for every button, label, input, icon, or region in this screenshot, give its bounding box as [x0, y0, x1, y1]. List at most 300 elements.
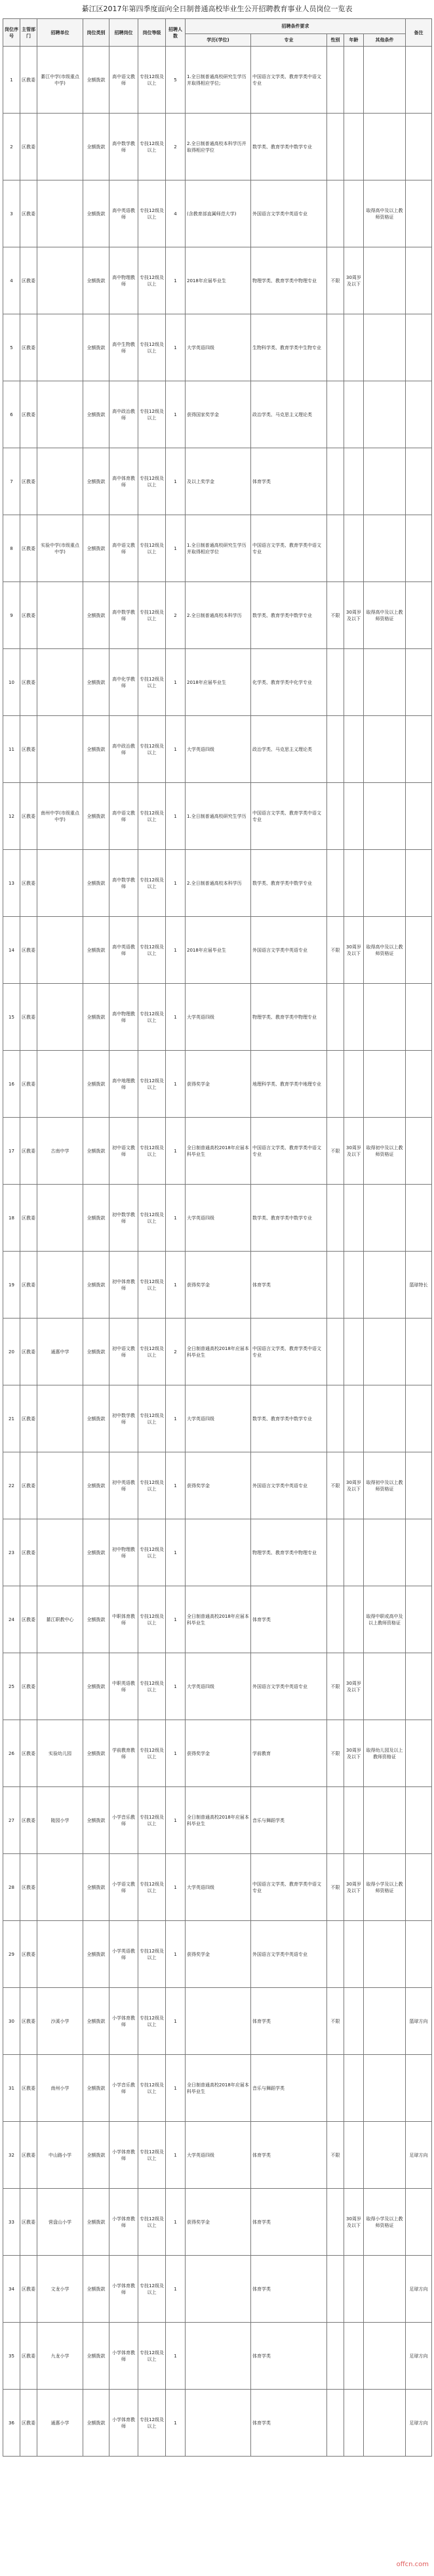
table-row	[3, 917, 432, 984]
cell-major: 生物科学类、教育学类中生物专业	[251, 314, 327, 381]
cell-category: 全额拨款	[83, 1519, 109, 1586]
cell-dept: 区教委	[20, 1051, 37, 1118]
cell-remark	[406, 1653, 432, 1720]
cell-level: 专技12级及以上	[138, 2055, 166, 2122]
cell-seq: 1	[3, 47, 20, 114]
cell-post: 初中英语教师	[109, 1452, 138, 1519]
cell-dept: 区教委	[20, 649, 37, 716]
cell-major: 外国语言文学类中英语专业	[251, 917, 327, 984]
cell-gender	[327, 2256, 344, 2323]
cell-seq: 17	[3, 1118, 20, 1185]
table-row	[3, 515, 432, 582]
header-category: 岗位类别	[83, 19, 109, 47]
cell-age	[344, 649, 364, 716]
cell-seq: 24	[3, 1586, 20, 1653]
cell-major: 音乐与舞蹈学类	[251, 2055, 327, 2122]
cell-post: 高中英语教师	[109, 180, 138, 247]
cell-unit: 綦江中学(市级重点中学)	[37, 47, 83, 114]
cell-gender	[327, 1787, 344, 1854]
cell-other: 取得中职或高中及以上教师资格证	[364, 1586, 406, 1653]
cell-dept: 区教委	[20, 984, 37, 1051]
cell-unit: 陵园小学	[37, 1787, 83, 1854]
cell-gender	[327, 1252, 344, 1319]
cell-age	[344, 2122, 364, 2189]
table-row	[3, 1921, 432, 1988]
cell-count: 1	[166, 783, 186, 850]
cell-remark: 篮球特长	[406, 1252, 432, 1319]
cell-edu	[186, 1988, 251, 2055]
cell-gender	[327, 381, 344, 448]
cell-level: 专技12级及以上	[138, 1252, 166, 1319]
cell-level: 专技12级及以上	[138, 1452, 166, 1519]
cell-remark	[406, 1854, 432, 1921]
cell-category: 全额拨款	[83, 2323, 109, 2390]
table-row	[3, 1519, 432, 1586]
cell-remark	[406, 381, 432, 448]
cell-other: 取得小学及以上教师资格证	[364, 1854, 406, 1921]
table-row	[3, 180, 432, 247]
cell-seq: 35	[3, 2323, 20, 2390]
cell-dept: 区教委	[20, 2122, 37, 2189]
cell-post: 小学英语教师	[109, 1921, 138, 1988]
cell-seq: 23	[3, 1519, 20, 1586]
cell-remark	[406, 582, 432, 649]
cell-edu: 全日制普通高校2018年应届本科毕业生	[186, 2055, 251, 2122]
cell-age: 30周岁及以下	[344, 917, 364, 984]
cell-remark	[406, 1519, 432, 1586]
cell-unit: 文龙小学	[37, 2256, 83, 2323]
cell-gender	[327, 1586, 344, 1653]
cell-post: 中职英语教师	[109, 1653, 138, 1720]
cell-major: 音乐与舞蹈学类	[251, 1787, 327, 1854]
cell-dept: 区教委	[20, 515, 37, 582]
cell-seq: 5	[3, 314, 20, 381]
cell-remark	[406, 1385, 432, 1452]
cell-major: 体育学类	[251, 2323, 327, 2390]
cell-level: 专技12级及以上	[138, 247, 166, 314]
cell-edu: 获得奖学金	[186, 1720, 251, 1787]
cell-gender	[327, 448, 344, 515]
cell-other	[364, 1988, 406, 2055]
cell-major: 中国语言文学类、教育学类中语文专业	[251, 783, 327, 850]
table-row	[3, 314, 432, 381]
cell-dept: 区教委	[20, 47, 37, 114]
cell-dept: 区教委	[20, 1586, 37, 1653]
cell-category: 全额拨款	[83, 850, 109, 917]
cell-dept: 区教委	[20, 917, 37, 984]
cell-seq: 19	[3, 1252, 20, 1319]
cell-category: 全额拨款	[83, 247, 109, 314]
cell-edu: 2018年应届毕业生	[186, 917, 251, 984]
cell-category: 全额拨款	[83, 448, 109, 515]
cell-seq: 18	[3, 1185, 20, 1252]
cell-unit	[37, 1185, 83, 1252]
cell-dept: 区教委	[20, 582, 37, 649]
cell-gender	[327, 1385, 344, 1452]
cell-count: 2	[166, 1319, 186, 1385]
table-row	[3, 2122, 432, 2189]
cell-dept: 区教委	[20, 2189, 37, 2256]
cell-age: 30周岁及以下	[344, 2189, 364, 2256]
cell-category: 全额拨款	[83, 180, 109, 247]
cell-level: 专技12级及以上	[138, 850, 166, 917]
cell-age	[344, 515, 364, 582]
cell-other	[364, 1051, 406, 1118]
cell-post: 高中语文教师	[109, 515, 138, 582]
cell-count: 1	[166, 1252, 186, 1319]
cell-category: 全额拨款	[83, 2256, 109, 2323]
table-row	[3, 47, 432, 114]
cell-remark	[406, 515, 432, 582]
cell-edu: 大学英语四级	[186, 2122, 251, 2189]
cell-other	[364, 247, 406, 314]
cell-dept: 区教委	[20, 1385, 37, 1452]
cell-major: 物理学类、教育学类中物理专业	[251, 984, 327, 1051]
cell-remark	[406, 917, 432, 984]
cell-level: 专技12级及以上	[138, 1118, 166, 1185]
cell-edu: 全日制普通高校2018年应届本科毕业生	[186, 1118, 251, 1185]
cell-post: 小学体育教师	[109, 1988, 138, 2055]
cell-gender	[327, 515, 344, 582]
cell-dept: 区教委	[20, 1720, 37, 1787]
table-row	[3, 783, 432, 850]
cell-seq: 28	[3, 1854, 20, 1921]
cell-category: 全额拨款	[83, 582, 109, 649]
table-row	[3, 1185, 432, 1252]
table-row	[3, 2323, 432, 2390]
cell-unit: 南州中学(市级重点中学)	[37, 783, 83, 850]
cell-age	[344, 1252, 364, 1319]
cell-level: 专技12级及以上	[138, 1988, 166, 2055]
cell-remark: 足球方向	[406, 2256, 432, 2323]
cell-dept: 区教委	[20, 2256, 37, 2323]
table-row	[3, 448, 432, 515]
cell-dept: 区教委	[20, 783, 37, 850]
cell-major: 数学类、教育学类中数学专业	[251, 582, 327, 649]
cell-seq: 9	[3, 582, 20, 649]
cell-edu: 获得奖学金	[186, 1252, 251, 1319]
cell-unit	[37, 582, 83, 649]
cell-edu	[186, 2256, 251, 2323]
cell-age: 30周岁及以下	[344, 1854, 364, 1921]
cell-remark	[406, 1185, 432, 1252]
cell-level: 专技12级及以上	[138, 2189, 166, 2256]
cell-remark	[406, 1787, 432, 1854]
cell-count: 1	[166, 2256, 186, 2323]
cell-major: 体育学类	[251, 1988, 327, 2055]
cell-seq: 2	[3, 114, 20, 180]
cell-category: 全额拨款	[83, 1586, 109, 1653]
cell-count: 1	[166, 1921, 186, 1988]
header-count: 招聘人数	[166, 19, 186, 47]
cell-count: 1	[166, 1519, 186, 1586]
cell-count: 1	[166, 247, 186, 314]
cell-seq: 26	[3, 1720, 20, 1787]
cell-category: 全额拨款	[83, 1452, 109, 1519]
cell-other	[364, 1787, 406, 1854]
cell-age: 30周岁及以下	[344, 1653, 364, 1720]
cell-age	[344, 1921, 364, 1988]
cell-other	[364, 1385, 406, 1452]
cell-age	[344, 1385, 364, 1452]
cell-other	[364, 2055, 406, 2122]
cell-other: 取得高中及以上教师资格证	[364, 917, 406, 984]
cell-age	[344, 47, 364, 114]
cell-other	[364, 1252, 406, 1319]
cell-gender: 不限	[327, 1720, 344, 1787]
table-row	[3, 850, 432, 917]
cell-count: 1	[166, 1787, 186, 1854]
cell-level: 专技12级及以上	[138, 649, 166, 716]
table-row	[3, 1787, 432, 1854]
cell-post: 小学体育教师	[109, 2323, 138, 2390]
cell-unit: 綦江职教中心	[37, 1586, 83, 1653]
cell-other	[364, 1653, 406, 1720]
cell-age	[344, 1586, 364, 1653]
cell-unit: 沙溪小学	[37, 1988, 83, 2055]
cell-dept: 区教委	[20, 1185, 37, 1252]
cell-count: 4	[166, 180, 186, 247]
cell-remark	[406, 448, 432, 515]
table-row	[3, 582, 432, 649]
cell-gender	[327, 2055, 344, 2122]
header-other: 其他条件	[364, 34, 406, 47]
cell-category: 全额拨款	[83, 1988, 109, 2055]
cell-other	[364, 783, 406, 850]
cell-category: 全额拨款	[83, 314, 109, 381]
cell-age	[344, 2256, 364, 2323]
cell-remark	[406, 1586, 432, 1653]
cell-dept: 区教委	[20, 247, 37, 314]
cell-other: 取得幼儿园及以上教师资格证	[364, 1720, 406, 1787]
cell-count: 1	[166, 1720, 186, 1787]
table-row	[3, 1854, 432, 1921]
cell-major: 外国语言文学类中英语专业	[251, 1653, 327, 1720]
header-seq: 岗位序号	[3, 19, 20, 47]
cell-category: 全额拨款	[83, 1653, 109, 1720]
cell-age: 30周岁及以下	[344, 1452, 364, 1519]
cell-post: 小学体育教师	[109, 2256, 138, 2323]
cell-dept: 区教委	[20, 180, 37, 247]
cell-gender: 不限	[327, 247, 344, 314]
cell-other	[364, 2390, 406, 2457]
cell-gender: 不限	[327, 1452, 344, 1519]
header-age: 年龄	[344, 34, 364, 47]
cell-dept: 区教委	[20, 1252, 37, 1319]
cell-seq: 12	[3, 783, 20, 850]
cell-dept: 区教委	[20, 1787, 37, 1854]
cell-level: 专技12级及以上	[138, 1653, 166, 1720]
cell-age	[344, 1787, 364, 1854]
cell-unit: 通惠小学	[37, 2390, 83, 2457]
cell-major: 学前教育	[251, 1720, 327, 1787]
cell-seq: 32	[3, 2122, 20, 2189]
table-row	[3, 716, 432, 783]
cell-level: 专技12级及以上	[138, 716, 166, 783]
cell-count: 2	[166, 114, 186, 180]
cell-unit	[37, 180, 83, 247]
cell-post: 高中生物教师	[109, 314, 138, 381]
cell-age	[344, 2323, 364, 2390]
cell-post: 小学语文教师	[109, 1854, 138, 1921]
cell-post: 初中语文教师	[109, 1118, 138, 1185]
cell-dept: 区教委	[20, 1854, 37, 1921]
cell-edu: 大学英语四级	[186, 1854, 251, 1921]
cell-count: 1	[166, 850, 186, 917]
cell-remark	[406, 1720, 432, 1787]
cell-edu: 获得奖学金	[186, 1051, 251, 1118]
cell-unit	[37, 1921, 83, 1988]
cell-category: 全额拨款	[83, 2390, 109, 2457]
cell-seq: 33	[3, 2189, 20, 2256]
cell-category: 全额拨款	[83, 984, 109, 1051]
table-row	[3, 381, 432, 448]
cell-unit	[37, 247, 83, 314]
cell-age	[344, 1988, 364, 2055]
cell-category: 全额拨款	[83, 47, 109, 114]
table-row	[3, 2189, 432, 2256]
cell-gender: 不限	[327, 1988, 344, 2055]
cell-unit	[37, 314, 83, 381]
cell-age	[344, 1185, 364, 1252]
cell-other: 取得高中及以上教师资格证	[364, 582, 406, 649]
cell-post: 初中数学教师	[109, 1385, 138, 1452]
cell-major: 中国语言文学类、教育学类中语文专业	[251, 515, 327, 582]
cell-dept: 区教委	[20, 2055, 37, 2122]
cell-major: 中国语言文学类、教育学类中语文专业	[251, 1319, 327, 1385]
cell-edu: 全日制普通高校2018年应届本科毕业生	[186, 1586, 251, 1653]
cell-category: 全额拨款	[83, 716, 109, 783]
table-row	[3, 1319, 432, 1385]
cell-major: 体育学类	[251, 2256, 327, 2323]
cell-other: 取得小学及以上教师资格证	[364, 2189, 406, 2256]
cell-post: 小学音乐教师	[109, 2055, 138, 2122]
cell-category: 全额拨款	[83, 917, 109, 984]
cell-level: 专技12级及以上	[138, 1051, 166, 1118]
cell-seq: 11	[3, 716, 20, 783]
cell-count: 1	[166, 1385, 186, 1452]
cell-count: 1	[166, 649, 186, 716]
cell-seq: 20	[3, 1319, 20, 1385]
cell-major: 化学类、教育学类中化学专业	[251, 649, 327, 716]
cell-count: 1	[166, 2189, 186, 2256]
cell-other	[364, 47, 406, 114]
header-remark: 备注	[406, 19, 432, 47]
cell-major: 体育学类	[251, 1252, 327, 1319]
cell-gender: 不限	[327, 917, 344, 984]
cell-level: 专技12级及以上	[138, 114, 166, 180]
cell-other	[364, 716, 406, 783]
cell-unit	[37, 1452, 83, 1519]
cell-other	[364, 1319, 406, 1385]
cell-other	[364, 2256, 406, 2323]
cell-age	[344, 716, 364, 783]
cell-unit	[37, 649, 83, 716]
table-row	[3, 2256, 432, 2323]
cell-category: 全额拨款	[83, 1319, 109, 1385]
cell-major: 物理学类、教育学类中物理专业	[251, 1519, 327, 1586]
cell-category: 全额拨款	[83, 381, 109, 448]
cell-post: 高中物理教师	[109, 984, 138, 1051]
cell-edu	[186, 2390, 251, 2457]
cell-edu: 大学英语四级	[186, 314, 251, 381]
cell-count: 1	[166, 2055, 186, 2122]
cell-level: 专技12级及以上	[138, 783, 166, 850]
cell-unit: 古南中学	[37, 1118, 83, 1185]
cell-edu: 1.全日制普通高校研究生学历	[186, 783, 251, 850]
cell-post: 高中语文教师	[109, 783, 138, 850]
cell-edu: 大学英语四级	[186, 716, 251, 783]
cell-edu: 获得奖学金	[186, 1452, 251, 1519]
cell-major: 外国语言文学类中英语专业	[251, 180, 327, 247]
cell-seq: 15	[3, 984, 20, 1051]
cell-category: 全额拨款	[83, 2122, 109, 2189]
cell-remark	[406, 47, 432, 114]
cell-post: 高中政治教师	[109, 716, 138, 783]
cell-post: 初中体育教师	[109, 1252, 138, 1319]
cell-edu: 1.全日制普通高校研究生学历并取得相应学位	[186, 515, 251, 582]
cell-remark	[406, 1452, 432, 1519]
cell-dept: 区教委	[20, 2323, 37, 2390]
cell-seq: 4	[3, 247, 20, 314]
table-row	[3, 1385, 432, 1452]
cell-remark: 足球方向	[406, 2390, 432, 2457]
cell-level: 专技12级及以上	[138, 2122, 166, 2189]
cell-unit: 中山路小学	[37, 2122, 83, 2189]
cell-other	[364, 114, 406, 180]
cell-category: 全额拨款	[83, 515, 109, 582]
cell-edu: 全日制普通高校2018年应届本科毕业生	[186, 1787, 251, 1854]
cell-major: 数学类、教育学类中数学专业	[251, 1185, 327, 1252]
table-row	[3, 247, 432, 314]
cell-level: 专技12级及以上	[138, 1787, 166, 1854]
cell-remark	[406, 716, 432, 783]
watermark: offcn.com	[396, 2561, 429, 2568]
cell-other	[364, 515, 406, 582]
cell-remark	[406, 984, 432, 1051]
header-reqs: 招聘条件要求	[186, 19, 406, 34]
cell-other	[364, 448, 406, 515]
cell-remark	[406, 2055, 432, 2122]
cell-count: 1	[166, 381, 186, 448]
cell-seq: 36	[3, 2390, 20, 2457]
cell-post: 小学体育教师	[109, 2189, 138, 2256]
table-row	[3, 1252, 432, 1319]
cell-other	[364, 1185, 406, 1252]
cell-count: 1	[166, 716, 186, 783]
cell-major: 数学类、教育学类中数学专业	[251, 114, 327, 180]
cell-unit: 营盘山小学	[37, 2189, 83, 2256]
cell-remark	[406, 314, 432, 381]
cell-category: 全额拨款	[83, 649, 109, 716]
cell-other	[364, 314, 406, 381]
cell-seq: 16	[3, 1051, 20, 1118]
cell-edu: 全日制普通高校2018年应届本科毕业生	[186, 1319, 251, 1385]
cell-seq: 21	[3, 1385, 20, 1452]
cell-level: 专技12级及以上	[138, 1519, 166, 1586]
cell-gender	[327, 47, 344, 114]
cell-seq: 13	[3, 850, 20, 917]
cell-level: 专技12级及以上	[138, 917, 166, 984]
table-row	[3, 114, 432, 180]
cell-seq: 29	[3, 1921, 20, 1988]
cell-other	[364, 1921, 406, 1988]
cell-age	[344, 180, 364, 247]
cell-gender	[327, 1185, 344, 1252]
cell-major: 数学类、教育学类中数学专业	[251, 850, 327, 917]
table-row	[3, 649, 432, 716]
cell-gender	[327, 1051, 344, 1118]
